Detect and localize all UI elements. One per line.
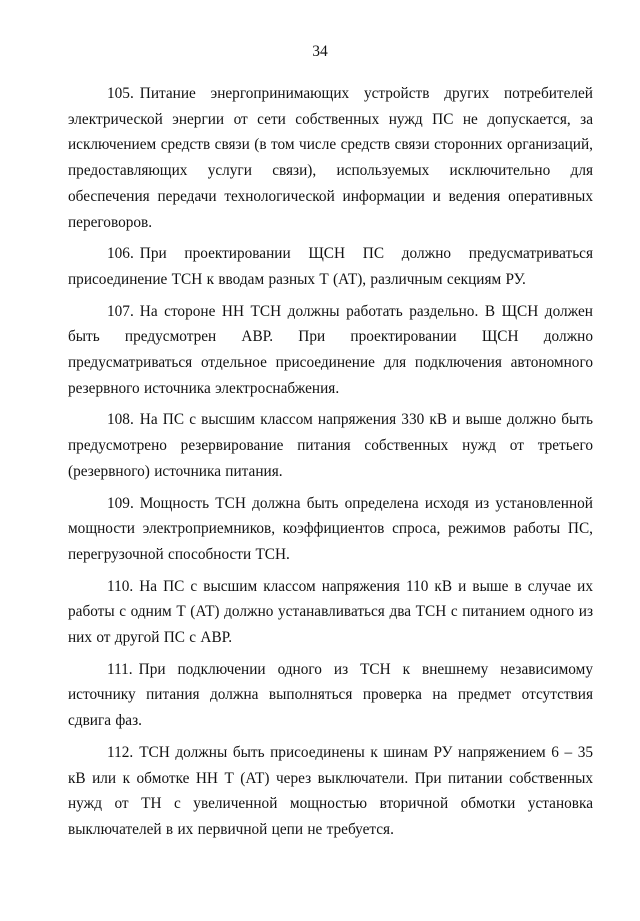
paragraph-number: 105. [107,85,134,102]
paragraph-number: 109. [107,494,134,512]
paragraph-text: На ПС с высшим классом напряжения 330 кВ и выше должно быть предусмотрено резервирование питания собственных нужд от третьего (резервного) источника питания. [68,411,593,480]
document-body [68,81,593,849]
paragraph-text: На ПС с высшим классом напряжения 110 кВ и выше в случае их работы с одним Т (АТ) должно устанавливаться два ТСН с питанием одного из них от другой ПС с АВР. [68,577,593,647]
paragraph-109 [68,491,593,568]
paragraph-text: При подключении одного из ТСН к внешнему независимому источнику питания должна выполняться проверка на предмет отсутствия сдвига фаз. [68,660,593,730]
paragraph-text: ТСН должны быть присоединены к шинам РУ напряжением 6 – 35 кВ или к обмотке НН Т (АТ) через выключатели. При питании собственных нужд от ТН с увеличенной мощностью вторичной обмотки установка выключателей в их первичной цепи не требуется. [68,743,593,838]
paragraph-text: На стороне НН ТСН должны работать раздельно. В ЩСН должен быть предусмотрен АВР. При проектировании ЩСН должно предусматриваться отдельное присоединение для подключения автономного резервного источника электроснабжения. [68,302,593,397]
paragraph-111 [68,657,593,734]
paragraph-number: 108. [107,411,134,429]
paragraph-106 [68,241,593,292]
paragraph-112 [68,740,593,843]
paragraph-number: 110. [107,577,134,595]
paragraph-number: 106. [107,245,134,263]
page-number: 34 [312,43,328,60]
paragraph-text: При проектировании ЩСН ПС должно предусматриваться присоединение ТСН к вводам разных Т (АТ), различным секциям РУ. [68,245,593,288]
paragraph-number: 112. [107,743,134,761]
paragraph-107 [68,299,593,402]
paragraph-105 [68,81,593,235]
paragraph-number: 107. [107,302,134,320]
paragraph-text: Питание энергопринимающих устройств других потребителей электрической энергии от сети собственных нужд ПС не допускается, за исключением средств связи (в том числе средств связи сторонних организаций, предоставляющих услуги связи), используемых исключительно для обеспечения передачи технологической информации и ведения оперативных переговоров. [68,85,593,231]
paragraph-text: Мощность ТСН должна быть определена исходя из установленной мощности электроприемников, коэффициентов спроса, режимов работы ПС, перегрузочной способности ТСН. [68,494,593,563]
paragraph-108 [68,407,593,484]
paragraph-number: 111. [107,660,133,678]
paragraph-110 [68,574,593,651]
